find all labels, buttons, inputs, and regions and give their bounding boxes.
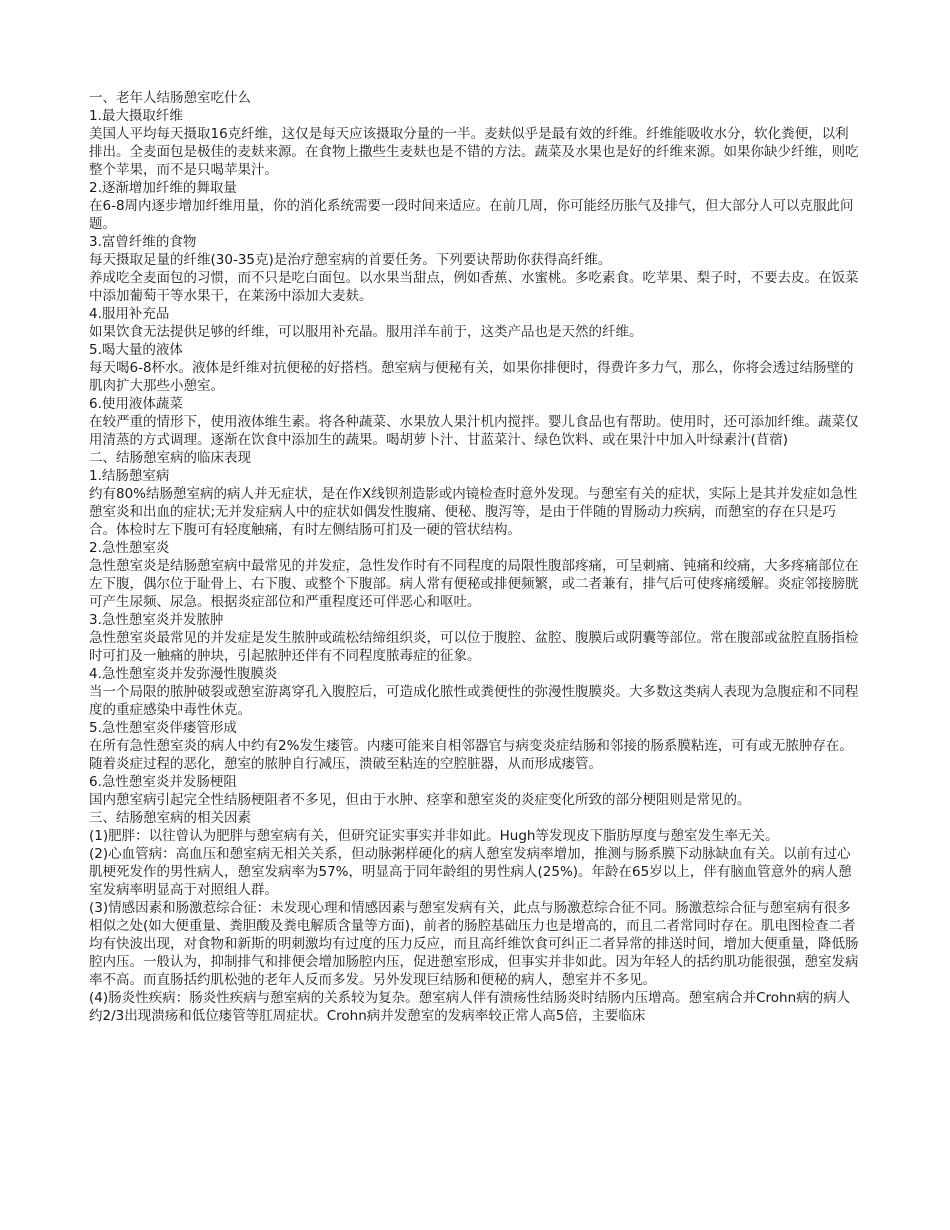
subheading-increase-fiber: 2.逐渐增加纤维的舞取量 bbox=[89, 180, 237, 196]
paragraph: (4)肠炎性疾病：肠炎性疾病与憩室病的关系较为复杂。憩室病人伴有溃疡性结肠炎时结肠内压增高。憩室病合并Crohn病的病人约2/3出现溃疡和低位瘘管等肛周症状。Crohn病并发憩室的发病率较正常人高5倍，主要临床 bbox=[89, 990, 851, 1024]
paragraph: 在6-8周内逐步增加纤维用量，你的消化系统需要一段时间来适应。在前几周，你可能经历胀气及排气，但大部分人可以克服此问题。 bbox=[89, 198, 854, 232]
paragraph: 美国人平均每天摄取16克纤维，这仅是每天应该摄取分量的一半。麦麸似乎是最有效的纤维。纤维能吸收水分，软化粪便，以利排出。全麦面包是极佳的麦麸来源。在食物上撒些生麦麸也是不错的方法。蔬菜及水果也是好的纤维来源。如果你缺少纤维，则吃整个苹果，而不是只喝苹果汁。 bbox=[89, 126, 859, 178]
subheading-fiber-foods: 3.富曾纤维的食物 bbox=[89, 234, 197, 250]
paragraph: 急性憩室炎是结肠憩室病中最常见的并发症，急性发作时有不同程度的局限性腹部疼痛，可呈刺痛、钝痛和绞痛，大多疼痛部位在左下腹，偶尔位于耻骨上、右下腹、或整个下腹部。病人常有便秘或排便频繁，或二者兼有，排气后可使疼痛缓解。炎症邻接膀胱可产生尿频、尿急。根据炎症部位和严重程度还可伴恶心和呕吐。 bbox=[89, 558, 859, 610]
paragraph: (3)情感因素和肠激惹综合征：未发现心理和情感因素与憩室发病有关，此点与肠激惹综合征不同。肠激惹综合征与憩室病有很多相似之处(如大便重量、粪胆酸及粪电解质含量等方面)，前者的肠腔基础压力也是增高的，而且二者常同时存在。肌电图检查二者均有快波出现，对食物和新斯的明刺激均有过度的压力反应，而且高纤维饮食可纠正二者异常的排送时间，增加大便重量，降低肠腔内压。一般认为，抑制排气和排便会增加肠腔内压，促进憩室形成，但事实并非如此。因为年轻人的括约肌功能很强，憩室发病率不高。而直肠括约肌松弛的老年人反而多发。另外发现巨结肠和便秘的病人，憩室并不多见。 bbox=[89, 900, 859, 988]
paragraph: (1)肥胖：以往曾认为肥胖与憩室病有关，但研究证实事实并非如此。Hugh等发现皮下脂肪厚度与憩室发生率无关。 bbox=[89, 828, 779, 844]
subheading-obstruction: 6.急性憩室炎并发肠梗阻 bbox=[89, 774, 237, 790]
subheading-peritonitis: 4.急性憩室炎并发弥漫性腹膜炎 bbox=[89, 666, 278, 682]
subheading-acute-diverticulitis: 2.急性憩室炎 bbox=[89, 540, 170, 556]
subheading-liquid-vegetables: 6.使用液体蔬菜 bbox=[89, 396, 183, 412]
paragraph: 每天喝6-8杯水。液体是纤维对抗便秘的好搭档。憩室病与便秘有关，如果你排便时，得费许多力气，那么，你将会透过结肠壁的肌肉扩大那些小憩室。 bbox=[89, 360, 854, 394]
paragraph: 国内憩室病引起完全性结肠梗阻者不多见，但由于水肿、痉挛和憩室炎的炎症变化所致的部分梗阻则是常见的。 bbox=[89, 792, 751, 808]
subheading-fistula: 5.急性憩室炎伴瘘管形成 bbox=[89, 720, 237, 736]
subheading-abscess: 3.急性憩室炎并发脓肿 bbox=[89, 612, 224, 628]
paragraph: 在所有急性憩室炎的病人中约有2%发生瘘管。内瘘可能来自相邻器官与病变炎症结肠和邻接的肠系膜粘连，可有或无脓肿存在。随着炎症过程的恶化，憩室的脓肿自行减压，溃破至粘连的空腔脏器，从而形成瘘管。 bbox=[89, 738, 853, 772]
subheading-max-fiber: 1.最大摄取纤维 bbox=[89, 108, 183, 124]
paragraph: 约有80%结肠憩室病的病人并无症状，是在作X线钡剂造影或内镜检查时意外发现。与憩室有关的症状，实际上是其并发症如急性憩室炎和出血的症状;无并发症病人中的症状如偶发性腹痛、便秘、腹泻等，是由于伴随的胃肠动力疾病，而憩室的存在只是巧合。体检时左下腹可有轻度触痛，有时左侧结肠可扪及一硬的管状结构。 bbox=[89, 486, 858, 538]
paragraph: (2)心血管病：高血压和憩室病无相关关系，但动脉粥样硬化的病人憩室发病率增加，推测与肠系膜下动脉缺血有关。以前有过心肌梗死发作的男性病人，憩室发病率为57%，明显高于同年龄组的男性病人(25%)。年龄在65岁以上，伴有脑血管意外的病人憩室发病率明显高于对照组人群。 bbox=[89, 846, 852, 898]
paragraph: 养成吃全麦面包的习惯，而不只是吃白面包。以水果当甜点，例如香蕉、水蜜桃。多吃素食。吃苹果、梨子时，不要去皮。在饭菜中添加葡萄干等水果干，在莱汤中添加大麦麸。 bbox=[89, 270, 859, 304]
paragraph: 在较严重的情形下，使用液体维生素。将各种蔬菜、水果放人果汁机内搅拌。婴儿食品也有帮助。使用时，还可添加纤维。蔬菜仅用清蒸的方式调理。逐渐在饮食中添加生的蔬果。喝胡萝卜汁、甘蓝菜汁、绿色饮料、或在果汁中加入叶绿素汁(苜蓿) bbox=[89, 414, 859, 448]
subheading-supplements: 4.服用补充品 bbox=[89, 306, 170, 322]
section-heading-clinical: 二、结肠憩室病的临床表现 bbox=[89, 450, 251, 466]
paragraph: 急性憩室炎最常见的并发症是发生脓肿或疏松结缔组织炎，可以位于腹腔、盆腔、腹膜后或阴囊等部位。常在腹部或盆腔直肠指检时可扪及一触痛的肿块，引起脓肿还伴有不同程度脓毒症的征象。 bbox=[89, 630, 859, 664]
document-body bbox=[89, 89, 861, 1025]
paragraph: 如果饮食无法提供足够的纤维，可以服用补充晶。服用洋车前于，这类产品也是天然的纤维。 bbox=[89, 324, 643, 340]
paragraph: 每天摄取足量的纤维(30-35克)是治疗憩室病的首要任务。下列要诀帮助你获得高纤维。 bbox=[89, 252, 612, 268]
subheading-liquids: 5.喝大量的液体 bbox=[89, 342, 183, 358]
paragraph: 当一个局限的脓肿破裂或憩室游离穿孔入腹腔后，可造成化脓性或粪便性的弥漫性腹膜炎。大多数这类病人表现为急腹症和不同程度的重症感染中毒性休克。 bbox=[89, 684, 859, 718]
subheading-diverticulosis: 1.结肠憩室病 bbox=[89, 468, 170, 484]
section-heading-diet: 一、老年人结肠憩室吃什么 bbox=[89, 90, 251, 106]
section-heading-factors: 三、结肠憩室病的相关因素 bbox=[89, 810, 251, 826]
